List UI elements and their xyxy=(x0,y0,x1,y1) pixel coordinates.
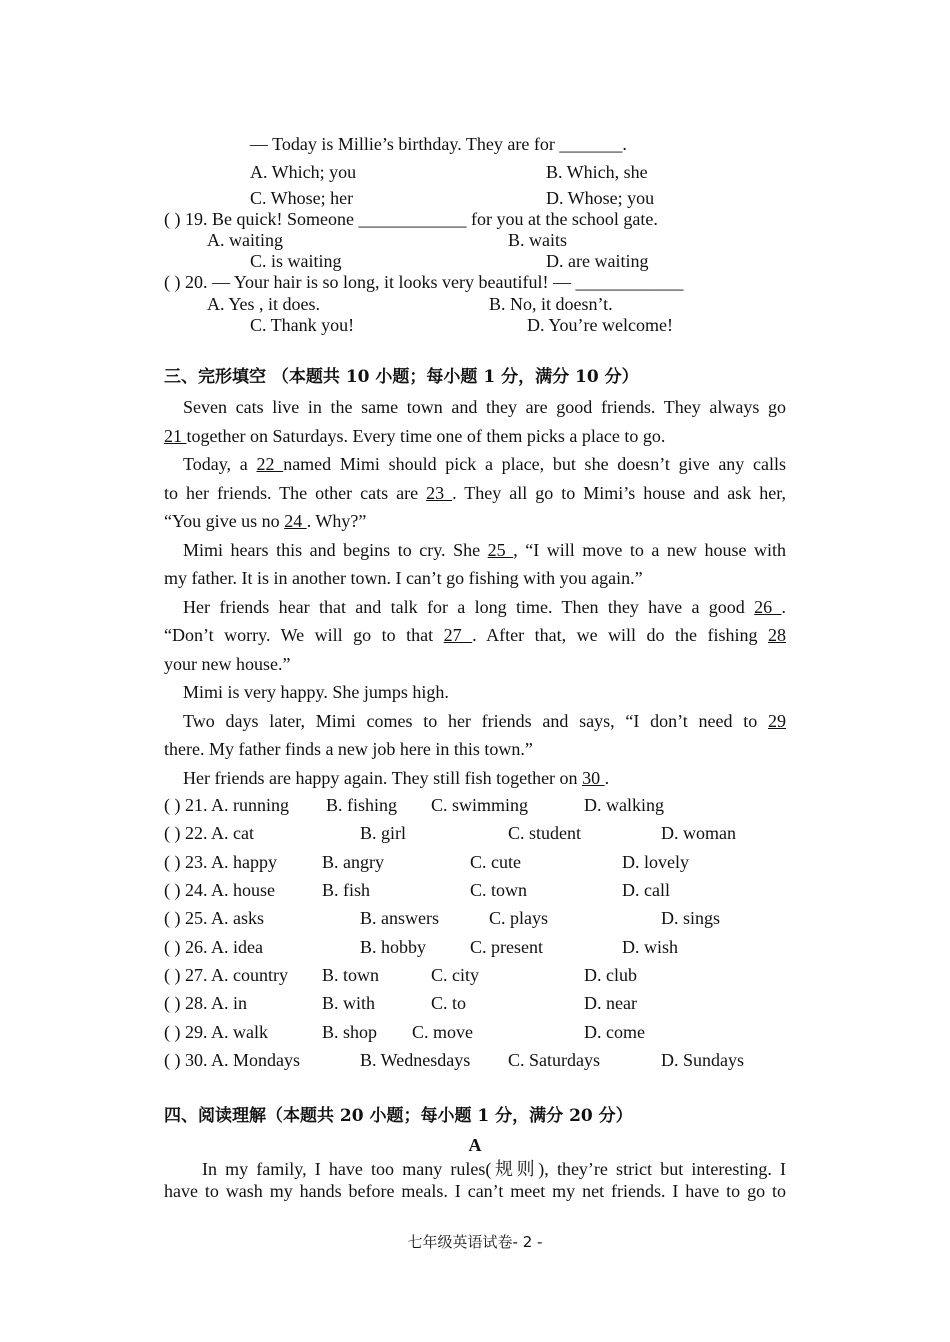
cloze-line: Her friends hear that and talk for a long time. Then they have a good 26 . xyxy=(183,596,786,617)
option-row-27: ( ) 27. A. country B. town C. city D. club xyxy=(164,965,637,985)
option-row-24: ( ) 24. A. house B. fish C. town D. call xyxy=(164,880,670,900)
section3-heading: 三、完形填空 （本题共 10 小题；每小题 1 分，满分 10 分） xyxy=(164,367,639,387)
q18-stem: — Today is Millie’s birthday. They are for _______. xyxy=(250,134,627,154)
cloze-line: Two days later, Mimi comes to her friends and says, “I don’t need to 29 xyxy=(183,710,786,731)
passage-title: A xyxy=(468,1135,482,1155)
option-row-22: ( ) 22. A. cat B. girl C. student D. woman xyxy=(164,823,736,843)
blank-30: 30 xyxy=(582,767,605,788)
blank-24: 24 xyxy=(284,511,307,531)
cloze-line: “You give us no 24 . Why?” xyxy=(164,511,367,531)
q19-option-b: B. waits xyxy=(508,230,568,250)
q20-option-a: A. Yes , it does. xyxy=(207,294,321,314)
q18-option-c: C. Whose; her xyxy=(250,188,354,208)
option-row-23: ( ) 23. A. happy B. angry C. cute D. lovely xyxy=(164,852,689,872)
blank-26: 26 xyxy=(754,596,782,617)
cloze-line: my father. It is in another town. I can’t go fishing with you again.” xyxy=(164,568,643,588)
q20-option-c: C. Thank you! xyxy=(250,315,355,335)
q18-option-d: D. Whose; you xyxy=(546,188,655,208)
q19-option-a: A. waiting xyxy=(207,230,283,250)
option-row-28: ( ) 28. A. in B. with C. to D. near xyxy=(164,993,637,1013)
q20-option-d: D. You’re welcome! xyxy=(527,315,673,335)
blank-23: 23 xyxy=(426,482,453,503)
blank-21: 21 xyxy=(164,425,187,446)
q18-option-a: A. Which; you xyxy=(250,162,357,182)
cloze-line: 21 together on Saturdays. Every time one of them picks a place to go. xyxy=(164,425,666,446)
page-footer: 七年级英语试卷- 2 - xyxy=(407,1233,543,1251)
option-row-21: ( ) 21. A. running B. fishing C. swimming D. walking xyxy=(164,795,664,815)
section4-heading: 四、阅读理解（本题共 20 小题；每小题 1 分，满分 20 分） xyxy=(164,1106,633,1126)
reading-passage-a xyxy=(164,1158,786,1202)
blank-28: 28 xyxy=(768,625,787,645)
option-row-29: ( ) 29. A. walk B. shop C. move D. come xyxy=(164,1022,645,1042)
cloze-line: Seven cats live in the same town and they are good friends. They always go xyxy=(183,397,786,417)
cloze-line: Her friends are happy again. They still fish together on 30 . xyxy=(183,767,610,788)
option-row-30: ( ) 30. A. Mondays B. Wednesdays C. Saturdays D. Sundays xyxy=(164,1050,745,1070)
cloze-line: “Don’t worry. We will go to that 27 . After that, we will do the fishing 28 xyxy=(164,625,787,645)
cloze-line: Mimi is very happy. She jumps high. xyxy=(183,682,449,702)
q19-option-c: C. is waiting xyxy=(250,251,342,271)
q20-option-b: B. No, it doesn’t. xyxy=(489,294,613,314)
option-row-26: ( ) 26. A. idea B. hobby C. present D. wish xyxy=(164,937,679,957)
q19-stem: ( ) 19. Be quick! Someone ____________ for you at the school gate. xyxy=(164,209,658,229)
q18-option-b: B. Which, she xyxy=(546,162,648,182)
q20-stem: ( ) 20. — Your hair is so long, it looks very beautiful! — ____________ xyxy=(164,272,684,292)
reading-line: have to wash my hands before meals. I can’t meet my net friends. I have to go to xyxy=(164,1181,786,1201)
cloze-line: there. My father finds a new job here in this town.” xyxy=(164,739,533,759)
option-row-25: ( ) 25. A. asks B. answers C. plays D. sings xyxy=(164,908,721,928)
q19-option-d: D. are waiting xyxy=(546,251,649,271)
blank-22: 22 xyxy=(256,454,284,474)
cloze-line: Mimi hears this and begins to cry. She 25 , “I will move to a new house with xyxy=(183,539,787,560)
blank-27: 27 xyxy=(443,625,473,645)
blank-29: 29 xyxy=(768,710,786,731)
cloze-line: Today, a 22 named Mimi should pick a place, but she doesn’t give any calls xyxy=(183,454,786,474)
cloze-line: your new house.” xyxy=(164,653,291,674)
reading-line: In my family, I have too many rules(规则), they’re strict but interesting. I xyxy=(202,1159,786,1179)
blank-25: 25 xyxy=(487,539,514,560)
cloze-passage xyxy=(164,393,786,792)
cloze-line: to her friends. The other cats are 23 . They all go to Mimi’s house and ask her, xyxy=(164,482,787,503)
